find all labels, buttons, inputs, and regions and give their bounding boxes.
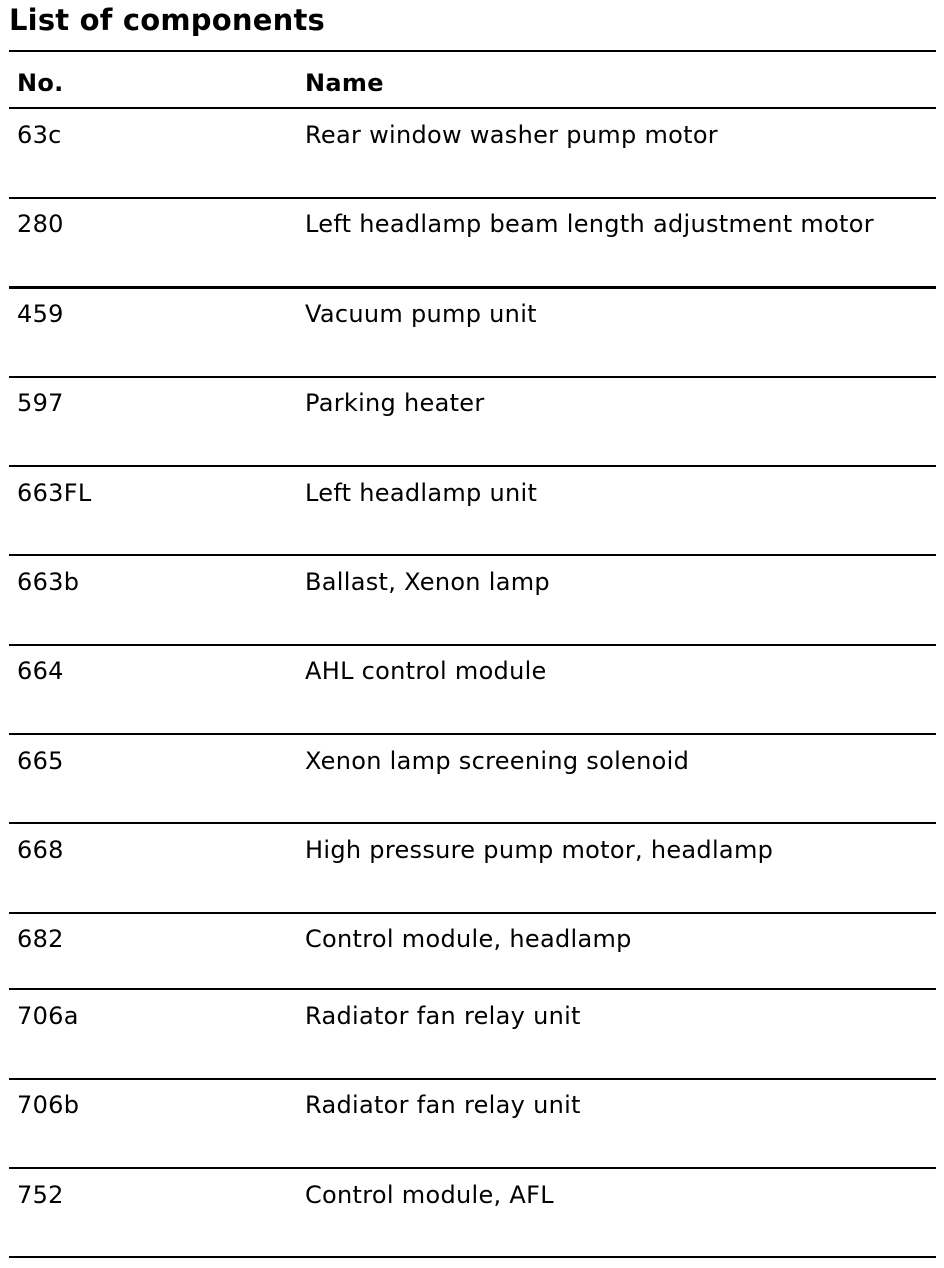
row-name: Radiator fan relay unit [305, 1091, 581, 1119]
row-divider [9, 733, 936, 735]
row-divider [9, 286, 936, 289]
row-no: 280 [17, 210, 64, 238]
row-divider [9, 988, 936, 990]
row-no: 752 [17, 1181, 64, 1209]
row-no: 663FL [17, 479, 92, 507]
header-top-rule [9, 50, 936, 52]
row-name: Left headlamp unit [305, 479, 538, 507]
row-divider [9, 554, 936, 556]
row-name: Radiator fan relay unit [305, 1002, 581, 1030]
row-no: 682 [17, 925, 64, 953]
row-name: Vacuum pump unit [305, 300, 537, 328]
row-no: 63c [17, 121, 62, 149]
row-divider [9, 912, 936, 914]
row-divider [9, 1167, 936, 1169]
row-no: 597 [17, 389, 64, 417]
row-divider [9, 465, 936, 467]
row-divider [9, 197, 936, 199]
column-header-name: Name [305, 69, 384, 97]
row-name: Xenon lamp screening solenoid [305, 747, 690, 775]
row-divider [9, 376, 936, 378]
row-divider [9, 1078, 936, 1080]
row-divider [9, 644, 936, 646]
row-no: 706b [17, 1091, 80, 1119]
row-name: Rear window washer pump motor [305, 121, 718, 149]
row-name: Control module, headlamp [305, 925, 632, 953]
row-no: 706a [17, 1002, 79, 1030]
row-name: High pressure pump motor, headlamp [305, 836, 774, 864]
row-no: 665 [17, 747, 64, 775]
row-no: 459 [17, 300, 64, 328]
table-bottom-rule [9, 1256, 936, 1258]
column-header-no: No. [17, 69, 64, 97]
row-name: Ballast, Xenon lamp [305, 568, 550, 596]
header-bottom-rule [9, 107, 936, 109]
row-no: 668 [17, 836, 64, 864]
row-name: AHL control module [305, 657, 547, 685]
row-name: Parking heater [305, 389, 485, 417]
row-divider [9, 822, 936, 824]
page-title: List of components [9, 3, 325, 37]
row-name: Control module, AFL [305, 1181, 554, 1209]
row-no: 664 [17, 657, 64, 685]
row-no: 663b [17, 568, 80, 596]
row-name: Left headlamp beam length adjustment motor [305, 210, 874, 238]
